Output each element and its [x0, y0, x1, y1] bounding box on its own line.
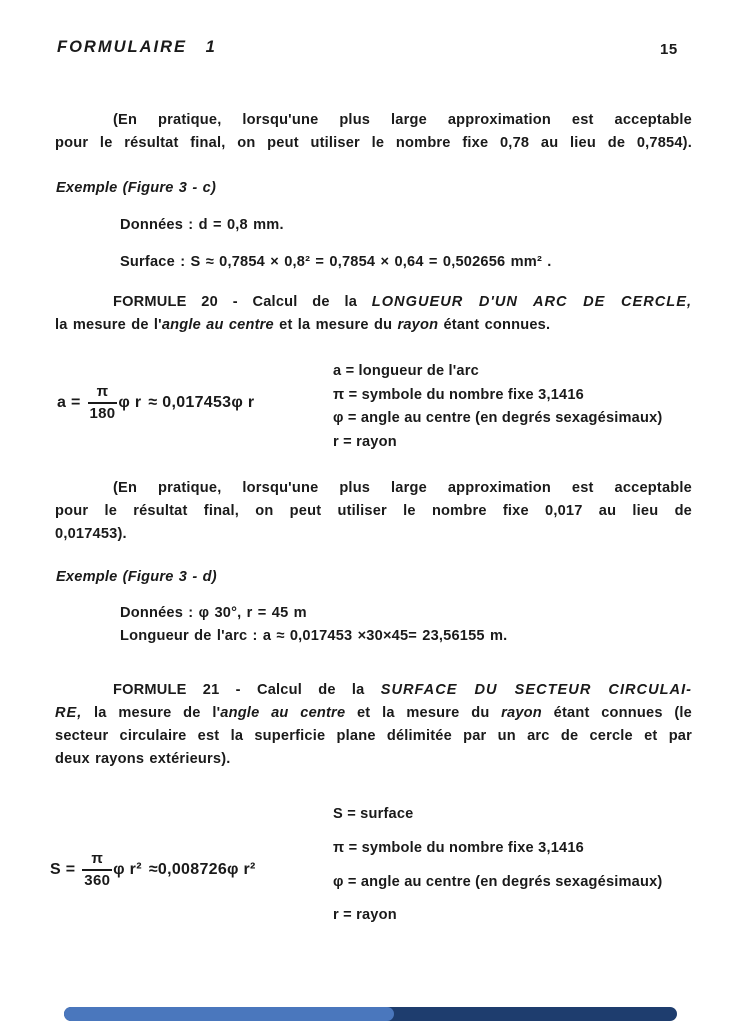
- formule-21-formula: [50, 828, 263, 912]
- text-segment: et la mesure du: [345, 705, 502, 721]
- text-segment: rayon: [501, 705, 542, 721]
- text-segment: angle au centre: [161, 317, 274, 333]
- formule-21-legend: [333, 798, 663, 933]
- example-c-surface: Surface : S ≈ 0,7854 × 0,8² = 0,7854 × 0,64 = 0,502656 mm² .: [120, 254, 552, 270]
- formula-argument: φ r: [118, 394, 142, 411]
- formule-21-heading-line-2: [55, 703, 692, 724]
- text-segment: SURFACE DU SECTEUR CIRCULAI-: [380, 682, 692, 698]
- practice-note-line-3: [55, 524, 692, 545]
- formule-20-heading-line-1: [55, 292, 692, 313]
- formule-20-formula: [57, 368, 261, 438]
- page-title: FORMULAIRE 1: [57, 38, 217, 56]
- intro-note-line-2: [55, 133, 692, 154]
- practice-note-line-1: [55, 478, 692, 499]
- text-segment: (En pratique, lorsqu'une plus large approximation est acceptable: [113, 112, 692, 128]
- legend-item: π = symbole du nombre fixe 3,1416: [333, 386, 584, 403]
- text-segment: - Calcul de la: [217, 294, 372, 310]
- example-c-donnees: Données : d = 0,8 mm.: [120, 217, 284, 233]
- text-segment: étant connues (le: [541, 705, 692, 721]
- fraction: [82, 851, 112, 889]
- formula-approximation: ≈0,008726φ r²: [148, 861, 256, 878]
- example-d-title: Exemple (Figure 3 - d): [56, 569, 217, 585]
- legend-item: r = rayon: [333, 434, 397, 451]
- text-segment: angle au centre: [220, 705, 346, 721]
- text-segment: FORMULE 20: [113, 294, 218, 310]
- text-segment: pour le résultat final, on peut utiliser le nombre fixe 0,017 au lieu de: [55, 503, 692, 519]
- formula-lhs: S =: [50, 861, 76, 878]
- text-segment: FORMULE 21: [113, 682, 220, 698]
- formule-20-legend: [333, 360, 663, 455]
- formule-21-heading-line-4: [55, 749, 692, 770]
- text-segment: RE,: [55, 705, 83, 721]
- example-d-longueur: Longueur de l'arc : a ≈ 0,017453 ×30×45= 23,56155 m.: [120, 628, 508, 644]
- legend-item: a = longueur de l'arc: [333, 363, 479, 379]
- text-segment: et la mesure du: [273, 317, 398, 333]
- formule-21-heading-line-3: [55, 726, 692, 747]
- formula-approximation: ≈ 0,017453φ r: [148, 394, 255, 411]
- formula-lhs: a =: [57, 394, 81, 411]
- legend-item: φ = angle au centre (en degrés sexagésimaux): [333, 873, 663, 890]
- intro-note-line-1: [55, 110, 692, 131]
- legend-item: S = surface: [333, 806, 414, 822]
- formule-21-heading-line-1: [55, 680, 692, 701]
- example-d-donnees: Données : φ 30°, r = 45 m: [120, 605, 307, 621]
- formule-20-heading-line-2: [55, 315, 692, 336]
- page-scrollbar[interactable]: [64, 1007, 677, 1021]
- text-segment: pour le résultat final, on peut utiliser le nombre fixe 0,78 au lieu de 0,7854).: [55, 135, 692, 151]
- page-number: 15: [660, 41, 678, 58]
- text-segment: étant connues.: [438, 317, 551, 333]
- fraction-numerator: π: [88, 384, 118, 404]
- text-segment: deux rayons extérieurs).: [55, 751, 231, 767]
- text-segment: - Calcul de la: [219, 682, 381, 698]
- fraction: [88, 384, 118, 422]
- legend-item: π = symbole du nombre fixe 3,1416: [333, 839, 584, 856]
- example-c-title: Exemple (Figure 3 - c): [56, 180, 217, 196]
- text-segment: (En pratique, lorsqu'une plus large approximation est acceptable: [113, 480, 692, 496]
- text-segment: la mesure de l': [55, 317, 162, 333]
- text-segment: 0,017453).: [55, 526, 127, 542]
- fraction-denominator: 360: [84, 872, 111, 889]
- text-segment: LONGUEUR D'UN ARC DE CERCLE,: [371, 294, 692, 310]
- scrollbar-thumb[interactable]: [64, 1007, 394, 1021]
- text-segment: la mesure de l': [82, 705, 221, 721]
- text-segment: rayon: [397, 317, 439, 333]
- formula-argument: φ r²: [113, 861, 142, 878]
- fraction-denominator: 180: [89, 405, 116, 422]
- legend-item: φ = angle au centre (en degrés sexagésimaux): [333, 410, 663, 427]
- fraction-numerator: π: [82, 851, 112, 871]
- practice-note-line-2: [55, 501, 692, 522]
- legend-item: r = rayon: [333, 907, 397, 924]
- text-segment: secteur circulaire est la superficie plane délimitée par un arc de cercle et par: [55, 728, 692, 744]
